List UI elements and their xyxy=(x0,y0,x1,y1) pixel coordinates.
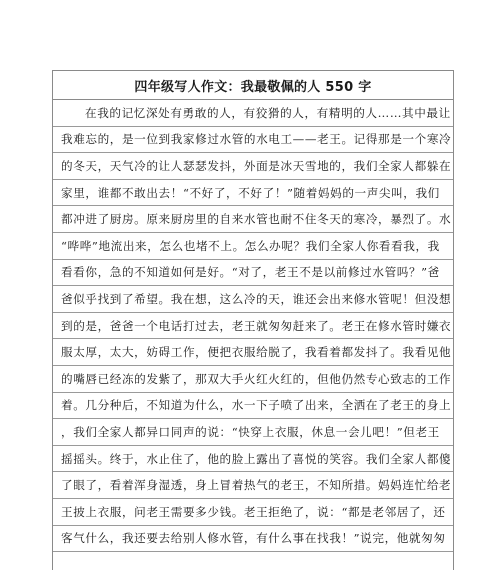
essay-line: 的嘴唇已经冻的发紫了，那双大手火红火红的，但他仍然专心致志的工作 xyxy=(53,366,453,393)
essay-line: 看看你，急的不知道如何是好。“对了，老王不是以前修过水管吗？”爸 xyxy=(53,260,453,287)
essay-line: 到的是，爸爸一个电话打过去，老王就匆匆赶来了。老王在修水管时嫌衣 xyxy=(53,313,453,340)
essay-line: “哗哗”地流出来，怎么也堵不上。怎么办呢？我们全家人你看看我，我 xyxy=(53,233,453,260)
essay-line: ，我们全家人都异口同声的说：“快穿上衣服，休息一会儿吧！”但老王 xyxy=(53,419,453,446)
essay-line: 都冲进了厨房。原来厨房里的自来水管也耐不住冬天的寒冷，暴烈了。水 xyxy=(53,206,453,233)
essay-line: 着。几分种后，不知道为什么，水一下子喷了出来，全洒在了老王的身上 xyxy=(53,393,453,420)
essay-line: 服太厚，太大，妨碍工作，便把衣服给脱了，我看着都发抖了。我看见他 xyxy=(53,339,453,366)
essay-line: 摇摇头。终于，水止住了，他的脸上露出了喜悦的笑容。我们全家人都傻 xyxy=(53,446,453,473)
essay-body xyxy=(53,100,453,552)
page-title: 四年级写人作文：我最敬佩的人 550 字 xyxy=(134,79,372,95)
essay-line: 的冬天，天气冷的让人瑟瑟发抖，外面是冰天雪地的，我们全家人都躲在 xyxy=(53,153,453,180)
essay-line: 家里，谁都不敢出去！“不好了，不好了！”随着妈妈的一声尖叫，我们 xyxy=(53,180,453,207)
essay-page xyxy=(52,70,454,570)
essay-line: 客气什么，我还要去给别人修水管，有什么事在找我！”说完，他就匆匆 xyxy=(53,526,453,553)
essay-line: 爸似乎找到了希望。我在想，这么冷的天，谁还会出来修水管呢！但没想 xyxy=(53,286,453,313)
title-row xyxy=(53,71,453,100)
essay-line: 我难忘的，是一位到我家修过水管的水电工——老王。记得那是一个寒冷 xyxy=(53,127,453,154)
essay-line: 在我的记忆深处有勇敢的人，有狡猾的人，有精明的人……其中最让 xyxy=(53,100,453,127)
essay-line: 了眼了，看着浑身湿透，身上冒着热气的老王，不知所措。妈妈连忙给老 xyxy=(53,472,453,499)
essay-line: 王披上衣服，问老王需要多少钱。老王拒绝了，说：“都是老邻居了，还 xyxy=(53,499,453,526)
